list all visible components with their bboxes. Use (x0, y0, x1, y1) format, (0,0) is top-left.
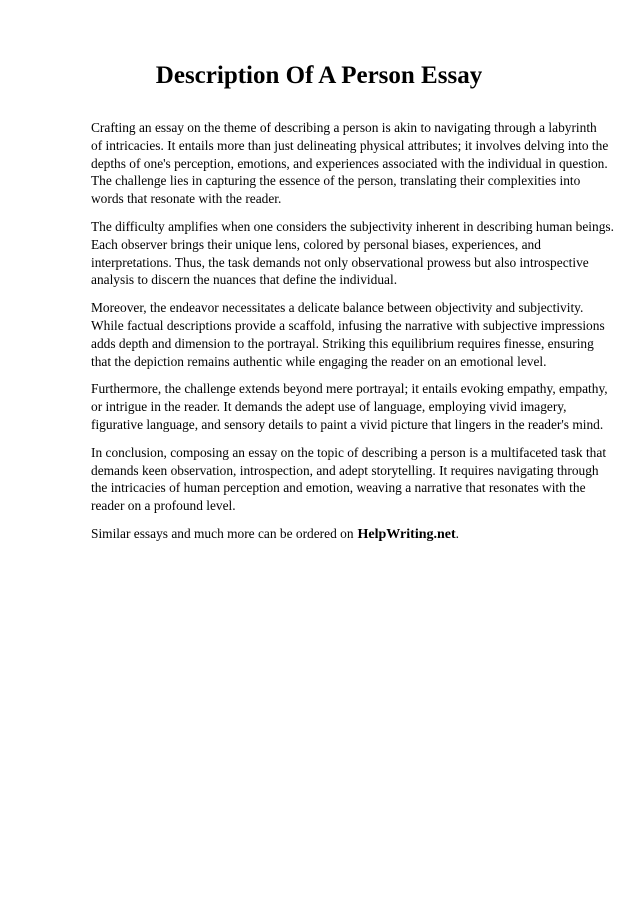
paragraph-line: reader on a profound level. (91, 498, 236, 514)
paragraph-line: While factual descriptions provide a scaffold, infusing the narrative with subjective impressions (91, 317, 605, 333)
paragraph-line: Each observer brings their unique lens, colored by personal biases, experiences, and (91, 236, 541, 252)
paragraph-line: The challenge lies in capturing the essence of the person, translating their complexities into (91, 173, 581, 189)
paragraph-line: Crafting an essay on the theme of describing a person is akin to navigating through a labyrinth (91, 120, 597, 135)
paragraph-1 (91, 119, 609, 208)
closing-text: Similar essays and much more can be ordered on (91, 525, 354, 541)
paragraph-line: adds depth and dimension to the portrayal. Striking this equilibrium requires finesse, ensuring (91, 335, 594, 351)
paragraph-line: figurative language, and sensory details to paint a vivid picture that lingers in the reader's mind. (91, 416, 604, 432)
paragraph-3 (91, 299, 605, 370)
paragraph-line: of intricacies. It entails more than just delineating physical attributes; it involves delving into the (91, 137, 609, 153)
paragraph-line: demands keen observation, introspection, and adept storytelling. It requires navigating through (91, 462, 599, 478)
paragraph-5 (91, 444, 607, 515)
paragraph-line: Furthermore, the challenge extends beyond mere portrayal; it entails evoking empathy, empathy, (91, 381, 608, 397)
paragraph-line: words that resonate with the reader. (91, 191, 282, 207)
paragraph-line: the intricacies of human perception and emotion, weaving a narrative that resonates with the (91, 480, 586, 496)
paragraph-line: interpretations. Thus, the task demands not only observational prowess but also introspective (91, 254, 589, 270)
closing-period: . (455, 525, 460, 541)
paragraph-line: or intrigue in the reader. It demands the adept use of language, employing vivid imagery, (91, 399, 567, 415)
helpwriting-link[interactable]: HelpWriting.net (357, 526, 456, 542)
paragraph-line: The difficulty amplifies when one considers the subjectivity inherent in describing human beings. (91, 218, 614, 234)
paragraph-4 (91, 380, 608, 433)
paragraph-line: depths of one's perception, emotions, and experiences associated with the individual in question. (91, 155, 608, 171)
document-body (91, 119, 614, 544)
document-title: Description Of A Person Essay (155, 62, 483, 89)
paragraph-line: Moreover, the endeavor necessitates a delicate balance between objectivity and subjectivity. (91, 300, 584, 316)
paragraph-line: that the depiction remains authentic while engaging the reader on an emotional level. (91, 353, 547, 369)
paragraph-line: analysis to discern the nuances that define the individual. (91, 272, 398, 288)
paragraph-line: In conclusion, composing an essay on the topic of describing a person is a multifaceted task that (91, 444, 607, 460)
closing-line (91, 525, 601, 544)
paragraph-2 (91, 218, 614, 289)
